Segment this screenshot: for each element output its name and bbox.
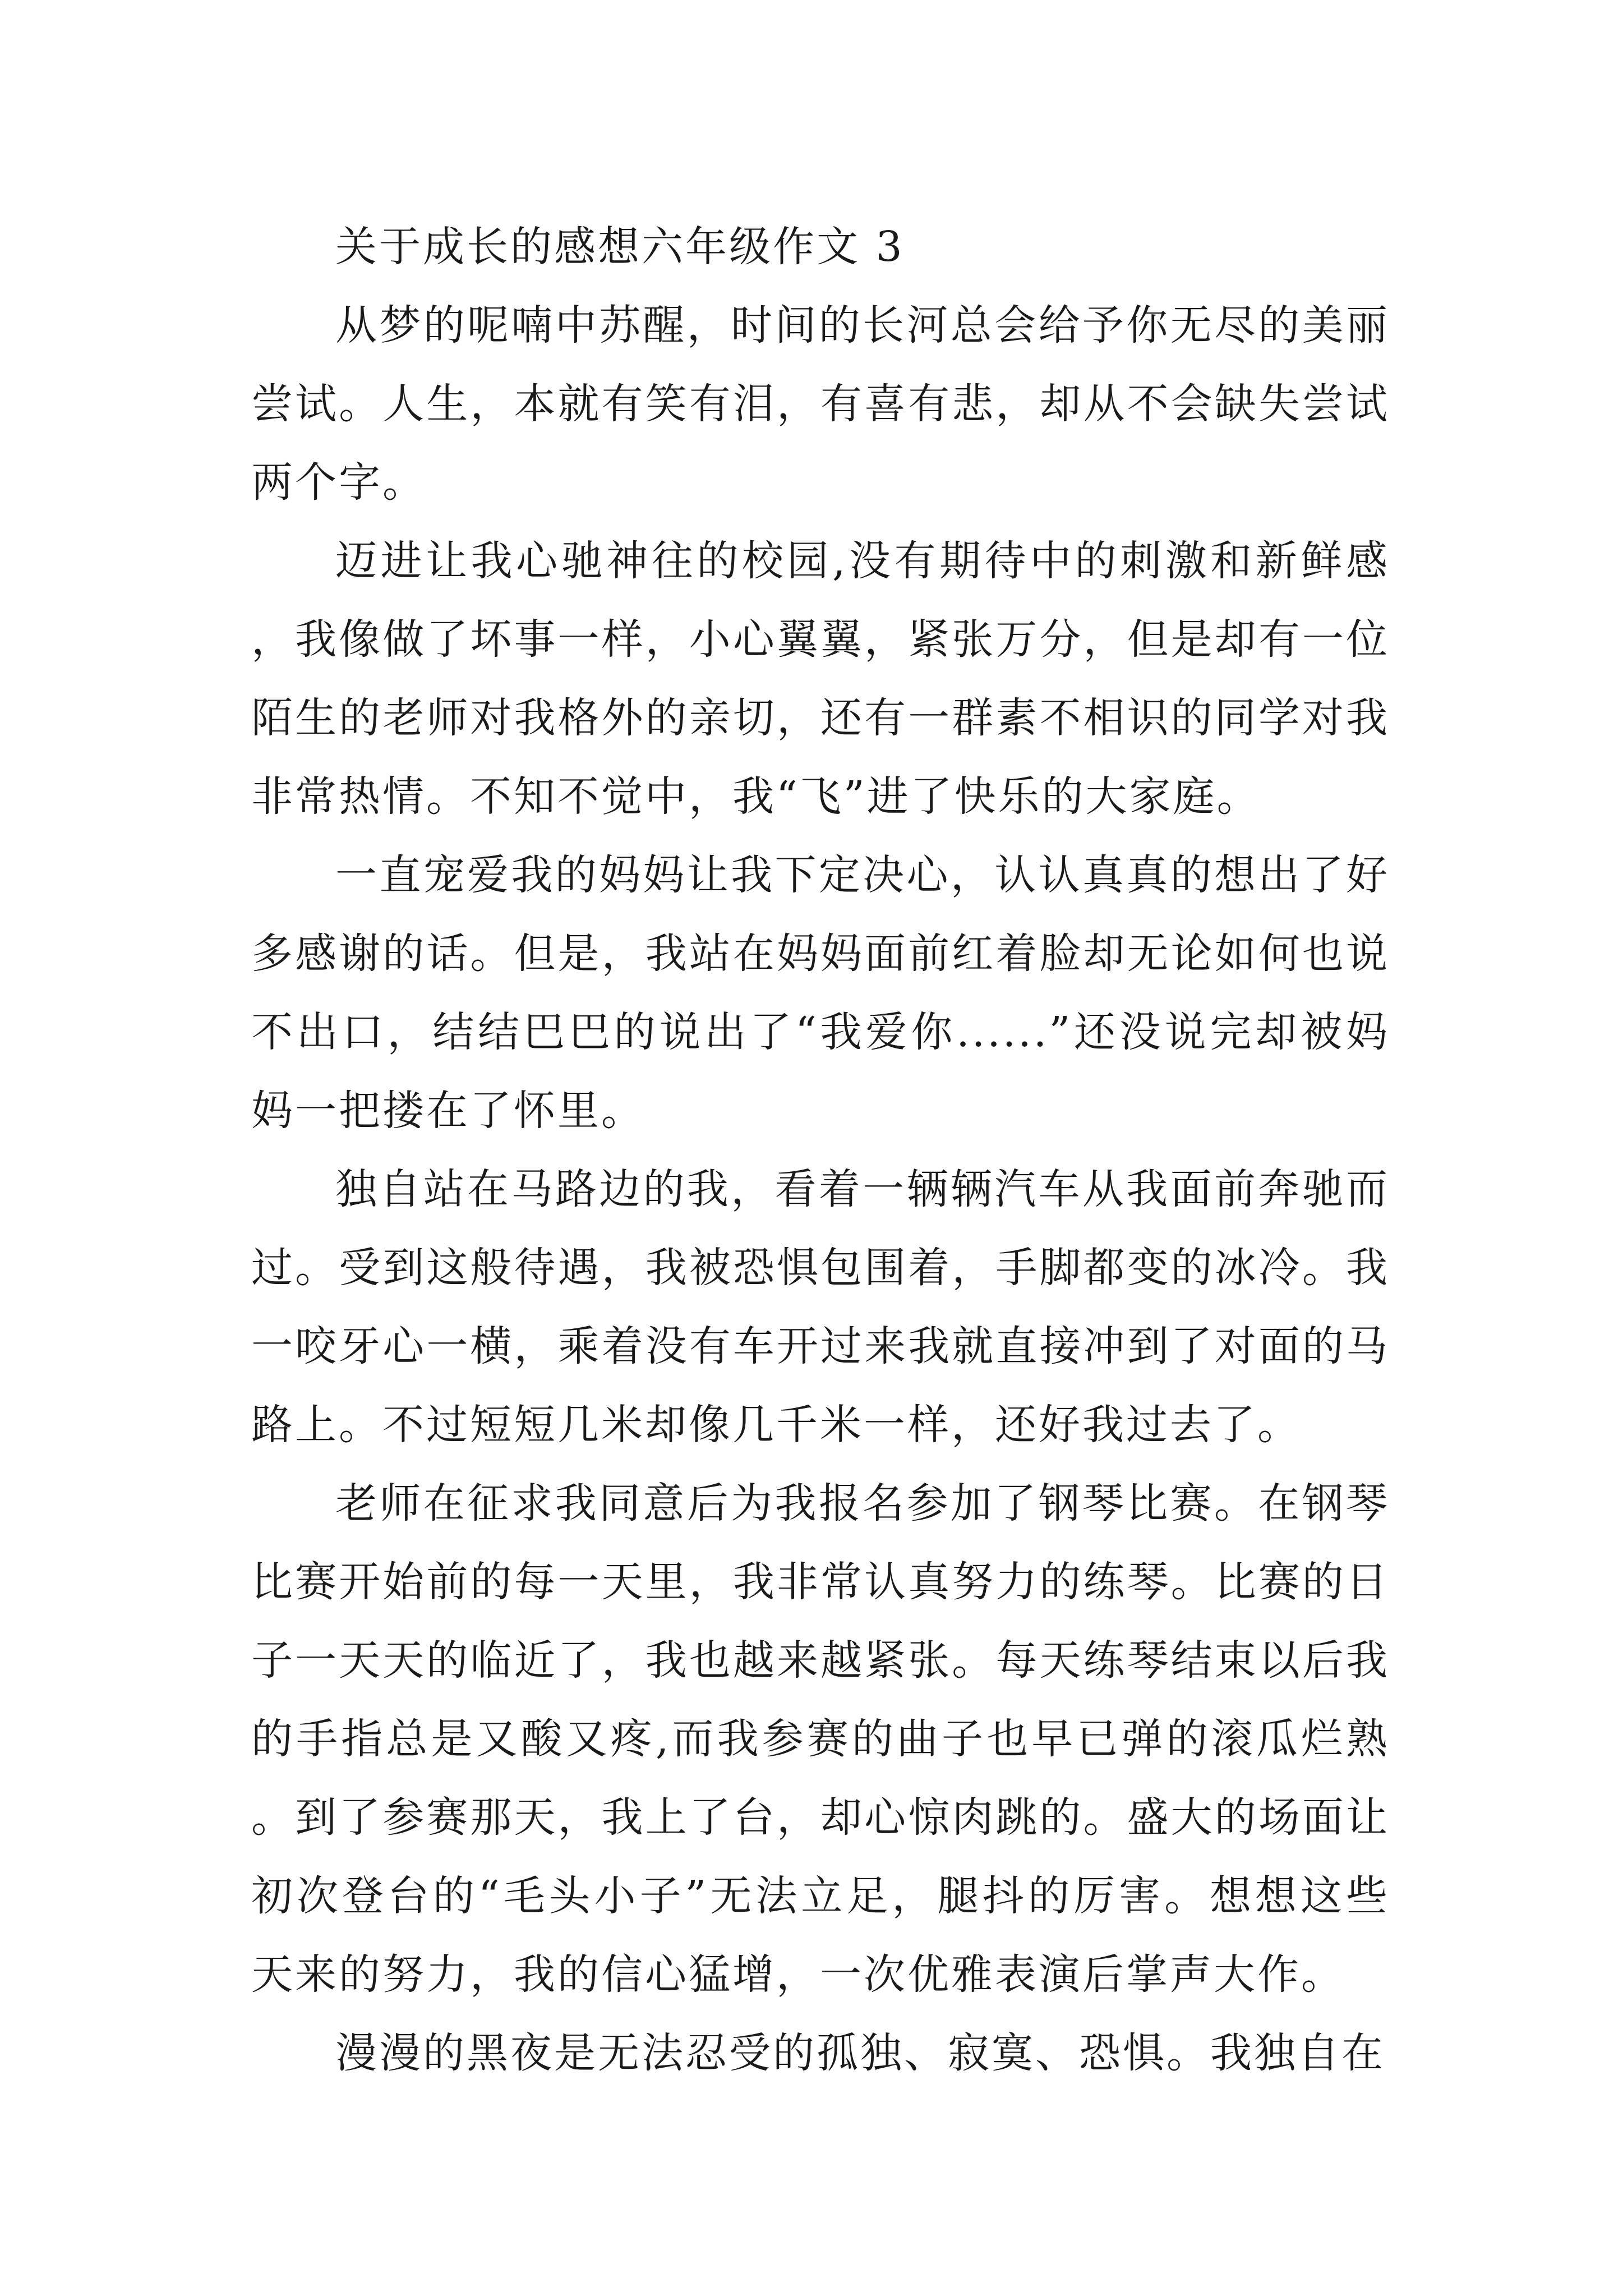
paragraph-1: 从梦的呢喃中苏醒，时间的长河总会给予你无尽的美丽尝试。人生，本就有笑有泪，有喜有悲，却从不会缺失尝试两个字。 (251, 301, 1390, 507)
paragraph-5: 老师在征求我同意后为我报名参加了钢琴比赛。在钢琴比赛开始前的每一天里，我非常认真努力的练琴。比赛的日子一天天的临近了，我也越来越紧张。每天练琴结束以后我的手指总是又酸又疼,而我参赛的曲子也早已弹的滚瓜烂熟。到了参赛那天，我上了台，却心惊肉跳的。盛大的场面让初次登台的“毛头小子”无法立足，腿抖的厉害。想想这些天来的努力，我的信心猛增，一次优雅表演后掌声大作。 (251, 1479, 1390, 1999)
paragraph-3: 一直宠爱我的妈妈让我下定决心，认认真真的想出了好多感谢的话。但是，我站在妈妈面前红着脸却无论如何也说不出口，结结巴巴的说出了“我爱你......”还没说完却被妈妈一把搂在了怀里。 (251, 851, 1390, 1135)
paragraph-6: 漫漫的黑夜是无法忍受的孤独、寂寞、恐惧。我独自在 (335, 2029, 1385, 2077)
paragraph-4: 独自站在马路边的我，看着一辆辆汽车从我面前奔驰而过。受到这般待遇，我被恐惧包围着，手脚都变的冰冷。我一咬牙心一横，乘着没有车开过来我就直接冲到了对面的马路上。不过短短几米却像几千米一样，还好我过去了。 (251, 1165, 1390, 1449)
document-title: 关于成长的感想六年级作文 3 (335, 223, 905, 271)
document-body (251, 208, 1390, 2092)
paragraph-2: 迈进让我心驰神往的校园,没有期待中的刺激和新鲜感，我像做了坏事一样，小心翼翼，紧张万分，但是却有一位陌生的老师对我格外的亲切，还有一群素不相识的同学对我非常热情。不知不觉中，我“飞”进了快乐的大家庭。 (251, 537, 1390, 821)
